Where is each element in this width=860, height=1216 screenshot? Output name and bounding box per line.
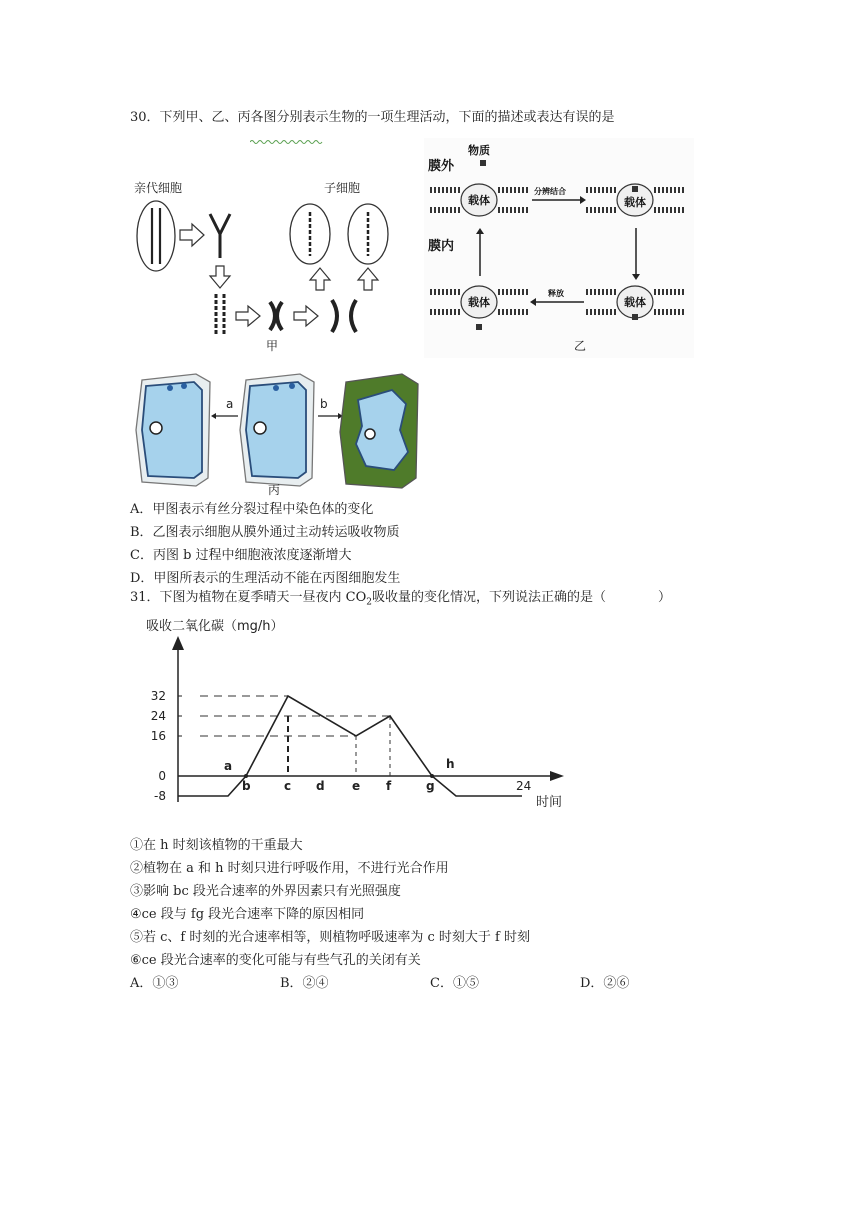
y-axis-arrow-icon bbox=[172, 636, 184, 650]
q31-answer-a: A．①③ bbox=[130, 976, 179, 991]
y-tick-label: 0 bbox=[158, 769, 166, 783]
q31-stem-after: 吸收量的变化情况，下列说法正确的是（ ） bbox=[372, 590, 672, 605]
point-label-a: a bbox=[224, 759, 233, 773]
q30-option-a: A．甲图表示有丝分裂过程中染色体的变化 bbox=[130, 502, 374, 517]
carrier-label: 载体 bbox=[624, 296, 646, 309]
q31-statement-2: ②植物在 a 和 h 时刻只进行呼吸作用，不进行光合作用 bbox=[130, 861, 449, 876]
q31-answer-b: B．②④ bbox=[280, 976, 329, 991]
zero-cross-point bbox=[244, 774, 248, 778]
y-tick-label: -8 bbox=[154, 789, 166, 803]
q30-option-d: D．甲图所表示的生理活动不能在丙图细胞发生 bbox=[130, 571, 401, 586]
arrow-a-label: a bbox=[226, 397, 234, 411]
point-label-h: h bbox=[446, 757, 455, 771]
figure-jia bbox=[134, 178, 404, 356]
arrow-b-label: b bbox=[320, 397, 328, 411]
co2-chart bbox=[136, 614, 576, 814]
parent-cell-label: 亲代细胞 bbox=[134, 181, 183, 195]
hollow-arrow-right-icon bbox=[236, 306, 260, 326]
parent-cell bbox=[137, 201, 175, 271]
q31-answer-c: C．①⑤ bbox=[430, 976, 479, 991]
q31-statement-5: ⑤若 c、f 时刻的光合速率相等，则植物呼吸速率为 c 时刻大于 f 时刻 bbox=[130, 930, 530, 945]
bind-label: 分辨结合 bbox=[534, 187, 566, 196]
carrier-label: 载体 bbox=[624, 196, 646, 209]
q31-stem bbox=[130, 586, 671, 608]
hollow-arrow-right-icon bbox=[180, 224, 204, 246]
figure-yi-caption: 乙 bbox=[574, 339, 587, 353]
q31-statement-6: ⑥ce 段光合速率的变化可能与有些气孔的关闭有关 bbox=[130, 953, 421, 968]
q30-option-b: B．乙图表示细胞从膜外通过主动转运吸收物质 bbox=[130, 525, 400, 540]
q31-stem-before: 31．下图为植物在夏季晴天一昼夜内 CO bbox=[130, 590, 367, 605]
chart-xlabel: 时间 bbox=[536, 795, 563, 810]
point-label-g: g bbox=[426, 779, 435, 793]
figure-yi bbox=[424, 138, 694, 358]
point-label-c: c bbox=[284, 779, 292, 793]
hollow-arrow-down-icon bbox=[210, 266, 230, 288]
q30-option-c: C．丙图 b 过程中细胞液浓度逐渐增大 bbox=[130, 548, 352, 563]
q31-statement-3: ③影响 bc 段光合速率的外界因素只有光照强度 bbox=[130, 884, 401, 899]
hollow-arrow-up-icon bbox=[310, 268, 330, 290]
point-label-f: f bbox=[386, 779, 392, 793]
carrier-label: 载体 bbox=[468, 194, 490, 207]
y-tick-label: 32 bbox=[150, 689, 166, 703]
co2-series-line bbox=[178, 696, 522, 796]
chart-plot bbox=[151, 689, 532, 803]
point-label-b: b bbox=[242, 779, 251, 793]
daughter-cell-label: 子细胞 bbox=[324, 181, 361, 195]
q31-stem-sub: 2 bbox=[366, 597, 373, 608]
substance-label: 物质 bbox=[468, 144, 490, 157]
zero-cross-point bbox=[430, 774, 434, 778]
hollow-arrow-up-icon bbox=[358, 268, 378, 290]
figure-jia-caption: 甲 bbox=[266, 339, 279, 353]
q31-statement-1: ①在 h 时刻该植物的干重最大 bbox=[130, 838, 303, 853]
point-label-d: d bbox=[316, 779, 325, 793]
release-label: 释放 bbox=[548, 289, 564, 298]
q31-answer-d: D．②⑥ bbox=[580, 976, 630, 991]
hollow-arrow-right-icon bbox=[294, 306, 318, 326]
inside-label: 膜内 bbox=[428, 239, 455, 254]
carrier-label: 载体 bbox=[468, 296, 490, 309]
outside-label: 膜外 bbox=[428, 159, 455, 174]
q31-statement-4: ④ce 段与 fg 段光合速率下降的原因相同 bbox=[130, 907, 365, 922]
figure-bing bbox=[134, 370, 430, 496]
figure-bing-caption: 丙 bbox=[268, 483, 281, 496]
squiggle-underline bbox=[250, 139, 324, 145]
y-tick-label: 16 bbox=[150, 729, 166, 743]
x-tick-label: 24 bbox=[516, 779, 532, 793]
y-tick-label: 24 bbox=[150, 709, 166, 723]
point-label-e: e bbox=[352, 779, 361, 793]
chart-ylabel: 吸收二氧化碳（mg/h） bbox=[146, 619, 284, 634]
q30-stem: 30．下列甲、乙、丙各图分别表示生物的一项生理活动，下面的描述或表达有误的是 bbox=[130, 110, 615, 125]
x-axis-arrow-icon bbox=[550, 771, 564, 781]
